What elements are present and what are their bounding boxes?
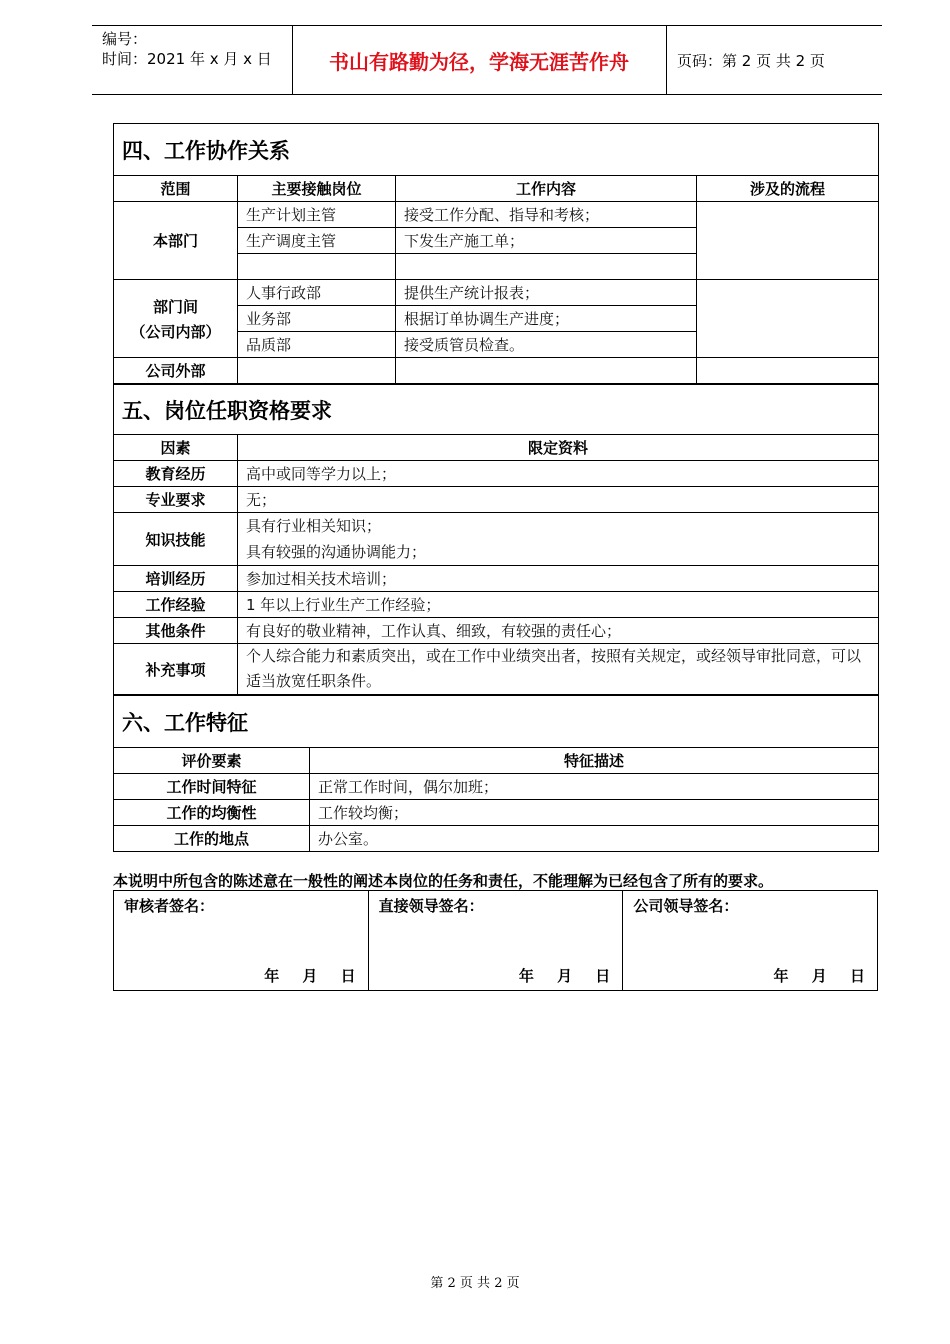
detail-cell: 有良好的敬业精神，工作认真、细致，有较强的责任心； <box>238 618 879 644</box>
detail-line: 具有行业相关知识； <box>246 517 382 535</box>
page-footer: 第 2 页 共 2 页 <box>430 1276 520 1291</box>
time-label: 时间：2021 年 x 月 x 日 <box>102 50 272 68</box>
disclaimer-note: 本说明中所包含的陈述意在一般性的阐述本岗位的任务和责任，不能理解为已经包含了所有的要求。 <box>113 872 774 890</box>
section-title: 六、工作特征 <box>114 696 879 748</box>
detail-cell: 无； <box>238 487 879 513</box>
detail-cell: 高中或同等学力以上； <box>238 461 879 487</box>
scope-sublabel: （公司内部） <box>130 322 221 341</box>
criterion-cell: 工作的地点 <box>114 826 310 852</box>
detail-line: 具有较强的沟通协调能力； <box>246 543 427 561</box>
scope-label: 部门间 <box>152 297 198 316</box>
scope-cell: 公司外部 <box>114 358 238 384</box>
signature-date: 年 月 日 <box>773 967 865 985</box>
section-title: 四、工作协作关系 <box>114 124 879 176</box>
process-cell <box>697 280 879 358</box>
header-meta <box>92 26 293 94</box>
process-cell <box>697 202 879 280</box>
scope-cell <box>114 280 238 358</box>
post-cell <box>238 358 396 384</box>
section-4-table <box>113 123 879 384</box>
post-cell: 业务部 <box>238 306 396 332</box>
signature-label: 直接领导签名： <box>378 897 484 915</box>
factor-cell: 培训经历 <box>114 566 238 592</box>
post-cell: 生产计划主管 <box>238 202 396 228</box>
column-header: 因素 <box>114 435 238 461</box>
signature-label: 公司领导签名： <box>633 897 739 915</box>
column-header: 涉及的流程 <box>697 176 879 202</box>
scope-cell: 本部门 <box>114 202 238 280</box>
description-cell: 工作较均衡； <box>310 800 879 826</box>
factor-cell: 知识技能 <box>114 513 238 566</box>
detail-cell: 个人综合能力和素质突出，或在工作中业绩突出者，按照有关规定，或经领导审批同意，可以适当放宽任职条件。 <box>238 644 879 695</box>
signature-label: 审核者签名： <box>124 897 215 915</box>
column-header: 范围 <box>114 176 238 202</box>
content-cell <box>396 254 697 280</box>
content-cell: 接受工作分配、指导和考核； <box>396 202 697 228</box>
page-header <box>92 25 882 95</box>
column-header: 特征描述 <box>310 748 879 774</box>
header-motto: 书山有路勤为径，学海无涯苦作舟 <box>292 26 667 94</box>
criterion-cell: 工作的均衡性 <box>114 800 310 826</box>
post-cell: 品质部 <box>238 332 396 358</box>
signature-date: 年 月 日 <box>264 967 356 985</box>
content-cell: 接受质管员检查。 <box>396 332 697 358</box>
section-6-table <box>113 695 879 852</box>
factor-cell: 工作经验 <box>114 592 238 618</box>
content-cell <box>396 358 697 384</box>
process-cell <box>697 358 879 384</box>
section-5-table <box>113 384 879 695</box>
content-cell: 提供生产统计报表； <box>396 280 697 306</box>
signature-block <box>113 890 878 991</box>
signature-date: 年 月 日 <box>518 967 611 985</box>
factor-cell: 教育经历 <box>114 461 238 487</box>
factor-cell: 其他条件 <box>114 618 238 644</box>
criterion-cell: 工作时间特征 <box>114 774 310 800</box>
detail-cell: 参加过相关技术培训； <box>238 566 879 592</box>
description-cell: 办公室。 <box>310 826 879 852</box>
column-header: 工作内容 <box>396 176 697 202</box>
post-cell: 人事行政部 <box>238 280 396 306</box>
post-cell: 生产调度主管 <box>238 228 396 254</box>
post-cell <box>238 254 396 280</box>
factor-cell: 补充事项 <box>114 644 238 695</box>
description-cell: 正常工作时间，偶尔加班； <box>310 774 879 800</box>
column-header: 评价要素 <box>114 748 310 774</box>
column-header: 限定资料 <box>238 435 879 461</box>
factor-cell: 专业要求 <box>114 487 238 513</box>
signature-cell[interactable] <box>368 891 623 991</box>
detail-cell: 1 年以上行业生产工作经验； <box>238 592 879 618</box>
content-cell: 根据订单协调生产进度； <box>396 306 697 332</box>
number-label: 编号： <box>102 30 148 48</box>
detail-cell <box>238 513 879 566</box>
content-cell: 下发生产施工单； <box>396 228 697 254</box>
section-title: 五、岗位任职资格要求 <box>114 385 879 435</box>
column-header: 主要接触岗位 <box>238 176 396 202</box>
signature-cell[interactable] <box>114 891 369 991</box>
job-description-form <box>113 123 878 852</box>
header-page-label: 页码：第 2 页 共 2 页 <box>677 51 825 70</box>
signature-cell[interactable] <box>623 891 878 991</box>
